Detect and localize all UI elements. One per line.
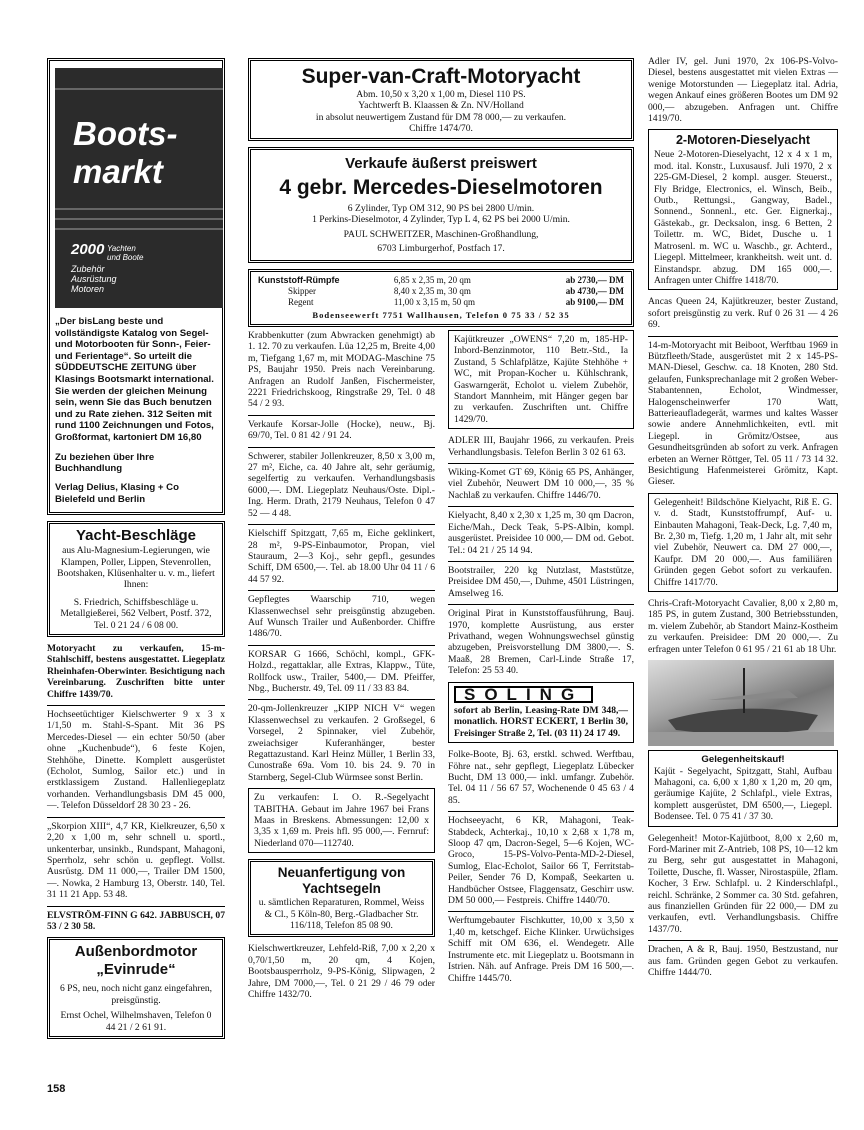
ad-korsar-jolle: Verkaufe Korsar-Jolle (Hocke), neuw., Bj. 69/70, Tel. 0 81 42 / 91 24. xyxy=(248,418,435,442)
gelegenheitskauf-ad xyxy=(648,750,838,826)
zm-title: 2-Motoren-Dieselyacht xyxy=(675,133,811,148)
promo-text: „Der bisLang beste und vollständigste Katalog von Segel- und Motorbooten für Sonn-, Feier- und Ferientage“. So urteilt die SÜDDEUTSCHE ZEITUNG über Klasings Bootsmarkt international. Sie werden der gleichen Meinung sein, wenn Sie das Buch benutzen und zu Rate ziehen. 312 Seiten mit rund 1100 Zeichnungen und Fotos, Großformat, kartoniert DM 16,80 xyxy=(55,316,214,443)
mb-line-2: 1 Perkins-Dieselmotor, 4 Zylinder, Typ L 4, 62 PS bei 2000 U/min. xyxy=(312,214,570,226)
ad-14m-motoryacht: 14-m-Motoryacht mit Beiboot, Werftbau 1969 in Bützfleeth/Stade, ausgerüstet mit 2 x 145-PS-MAN-Diesel, Geschw. ca. 18 Knoten, 280 Std. gelaufen, Funksprechanlage mit 2 großen Weber-Stabantennen, Echolot, Windmesser, Halogenscheinwerfer 170 Watt, Batterieaufladegerät, warmes und kaltes Wasser sowie andere Annehmlichkeiten, evtl. mit Liegepl. in Grömitz/Ostsee, aus Gesundheitsgründen ab sofort zu verk. Anfragen erbeten an Werner Röttger, Tel. 05 11 / 73 14 32. Besichtigung Hafenmeisterei Grömitz, Kapt. Gieser. xyxy=(648,339,838,488)
yacht-beschlaege-ad xyxy=(47,521,225,637)
ad-motor-kajuetboot: Gelegenheit! Motor-Kajütboot, 8,00 x 2,60 m, Ford-Mariner mit Z-Antrieb, 108 PS, 10—12 km zu Berg, sehr gut ausgestattet in Mahagoni, Toilette, Dusche, fl. Wasser, Nirostaspüle, 2flam. Kocher, 3 Erw. Schlafpl. u. 2 Kinderschlafpl., reichl. Schränke, 2 Sommer ca. 30 Std. gefahren, aus finanziellen Gründen für 22 000,— DM zu verkaufen, evtl. Verhandlungsbasis. Chiffre 1437/70. xyxy=(648,832,838,935)
ad-bootstrailer: Bootstrailer, 220 kg Nutzlast, Maststütze, Preisidee DM 450,—, Duhme, 4501 Lüstringen, Amselweg 16. xyxy=(448,564,634,599)
soling-title: SOLING xyxy=(454,686,593,703)
ad-kielyacht: Kielyacht, 8,40 x 2,30 x 1,25 m, 30 qm Dacron, Eiche/Mah., Deck Teak, 5-PS-Albin, kompl. ausgerüstet. Preisidee 10 000,— DM od. Gebot. Tel.: 04 21 / 25 14 94. xyxy=(448,510,634,556)
ad-korsar-g: KORSAR G 1666, Schöchl, kompl., GFK-Holzd., regattaklar, alle Extras, Klappw., Tüte, Rollfock usw., Trailer, 5400,— DM. Pfeiffer, Nbg., Bucherstr. 49, Tel. 09 11 / 33 83 84. xyxy=(248,648,435,694)
ad-adler-iii: ADLER III, Baujahr 1966, zu verkaufen. Preis Verhandlungsbasis. Telefon Berlin 3 02 61 63. xyxy=(448,435,634,458)
svc-line-2: Yachtwerft B. Klaassen & Zn. NV/Holland xyxy=(358,100,524,112)
table-row: Regent 11,00 x 3,15 m, 50 qm ab 9100,— DM xyxy=(288,297,624,308)
ad-elvstroem: ELVSTRÖM-FINN G 642. JABBUSCH, 07 53 / 2 30 58. xyxy=(47,909,225,932)
book-title-1: Boots- xyxy=(73,115,178,152)
mb-line-3: PAUL SCHWEITZER, Maschinen-Großhandlung, xyxy=(343,229,539,241)
ad-kipp-nich: 20-qm-Jollenkreuzer „KIPP NICH V“ wegen Klassenwechsel zu verkaufen. 2 Großsegel, 6 Vorsegel, 2 Spinnaker, viel Zubehör, zweiachsiger Kuferanhänger, bester Regattazustand. Karl Heinz Müller, 1 Berlin 33, Cunostraße 69a. Vom 10. bis 24. 9. 70 in Starnberg, Segel-Club Würmsee sonst Berlin. xyxy=(248,703,435,783)
svc-title: Super-van-Craft-Motoryacht xyxy=(301,65,581,88)
evinrude-title-1: Außenbordmotor xyxy=(74,943,198,961)
book-sub-b: Zubehör Ausrüstung Motoren xyxy=(71,264,117,294)
ad-pirat: Original Pirat in Kunststoffausführung, Bauj. 1970, komplette Ausrüstung, aus erster Privathand, wegen Wohnungswechsel günstig abzugeben, Preisvorstellung DM 3800,—. S. Maaß, 28 Bremen, Carl-Linde Straße 17, Telefon: 25 53 40. xyxy=(448,608,634,677)
zwei-motoren-ad xyxy=(648,129,838,290)
ad-hochseeyacht: Hochseeyacht, 6 KR, Mahagoni, Teak-Stabdeck, Achterkaj., 10,10 x 2,68 x 1,78 m, Sloop 47 qm, Dacron-Segel, 5—6 Kojen, WC-Groco, 15-PS-Volvo-Penta-MD-2-Diesel, Sumlog, Elac-Echolot, Sailor 66 T, Ferritstab-Peiler, Sender 76 D, Kompaß, Seekarten u. Handbücher Ostsee, Flaggensatz, Geschirr usw. DM 50 000,— Festpreis. Chiffre 1440/70. xyxy=(448,815,634,907)
yachtsegel-ad xyxy=(248,859,435,937)
table-row: Kunststoff-Rümpfe 6,85 x 2,35 m, 20 qm ab 2730,— DM xyxy=(258,275,624,286)
owens-ad xyxy=(448,330,634,429)
book-cover xyxy=(55,68,223,308)
evinrude-addr: Ernst Ochel, Wilhelmshaven, Telefon 0 44 21 / 2 61 91. xyxy=(60,1010,212,1033)
svc-line-1: Abm. 10,50 x 3,20 x 1,00 m, Diesel 110 PS. xyxy=(356,89,526,100)
ad-folke-boote: Folke-Boote, Bj. 63, erstkl. schwed. Werftbau, Föhre nat., sehr gepflegt, Liegeplatz Lübecker Bucht, DM 13 000,— inkl. umfangr. Zubehör. Tel. 04 11 / 56 67 57, Wochenende 0 45 63 / 4 85. xyxy=(448,749,634,806)
column-3 xyxy=(648,56,838,983)
mb-head: Verkaufe äußerst preiswert xyxy=(345,154,537,172)
column-2a xyxy=(248,330,435,1006)
bootsmarkt-ad xyxy=(47,58,225,515)
ad-wiking-komet: Wiking-Komet GT 69, König 65 PS, Anhänger, viel Zubehör, Neuwert DM 10 000,—, 35 % Nachlaß zu verkaufen. Chiffre 1446/70. xyxy=(448,467,634,501)
mb-line-4: 6703 Limburgerhof, Postfach 17. xyxy=(377,242,505,254)
svc-line-3: in absolut neuwertigem Zustand für DM 78 000,— zu verkaufen. xyxy=(315,111,567,123)
ad-fischkutter: Werftumgebauter Fischkutter, 10,00 x 3,50 x 1,40 m, ketschgef. Eiche Klinker. Urwüchsiges Schiff mit OM 636, el. Wendegetr. Alle Instrumente etc. mit Liegeplatz u. Bootsmann in Istrien. Näh. auf Anfrage. Preis DM 16 500,—. Chiffre 1445/70. xyxy=(448,915,634,984)
ad-kielschwertkreuzer: Kielschwertkreuzer, Lehfeld-Riß, 7,00 x 2,20 x 0,70/1,50 m, 20 qm, 4 Kojen, Bootsbausperrholz, 9-PS-König, Slipwagen, 2 Jahre, DM 7000,—, Tel. 0 21 29 / 46 79 oder Chiffre 1432/70. xyxy=(248,943,435,1001)
mb-line-1: 6 Zylinder, Typ OM 312, 90 PS bei 2800 U/min. xyxy=(347,202,535,214)
evinrude-text: 6 PS, neu, noch nicht ganz eingefahren, preisgünstig. xyxy=(59,983,213,1006)
yb-title: Yacht-Beschläge xyxy=(75,527,197,545)
evinrude-ad xyxy=(47,937,225,1039)
hull-table xyxy=(256,275,626,308)
ad-waarschip: Gepflegtes Waarschip 710, wegen Klassenwechsel sehr preisgünstig abzugeben. Auf Wunsch Trailer und Außenborder. Chiffre 1486/70. xyxy=(248,594,435,640)
ad-jollenkreuzer: Schwerer, stabiler Jollenkreuzer, 8,50 x 3,00 m, 27 m², Eiche, ca. 40 Jahre alt, sehr geräumig, segelfertig zu verkaufen. Verhandlungsbasis 6000,—. DM. Liegeplatz Neuhaus/Oste. Dipl.-Ing. Herm. Drath, 2179 Neuhaus, Telefon 0 47 52 — 4 48. xyxy=(248,450,435,519)
book-number: 2000 xyxy=(71,241,105,258)
neu-title: Neuanfertigung von Yachtsegeln xyxy=(277,865,406,897)
owens-text: Kajütkreuzer „OWENS“ 7,20 m, 185-HP-Inbord-Benzinmotor, 110 Betr.-Std., Ia Zustand, 5 Schlafplätze, Kajüte Stehhöhe + WC, mit Propan-Kocher u. Kühlschrank, Gaswarngerät, Echolot u. vielem Zubehör, Standort Mannheim, mit Hänger gegen bar zu verkaufen. Zuschriften unt. Chiffre 1429/70. xyxy=(454,334,628,425)
ad-adler-iv: Adler IV, gel. Juni 1970, 2x 106-PS-Volvo-Diesel, bestens ausgestattet mit vielen Extras — wenige Motorstunden — Liegeplatz ital. Adria, wegen Ankauf eines größeren Bootes um DM 92 000,— abzugeben. Anfragen unt. Chiffre 1419/70. xyxy=(648,56,838,125)
yb-addr: S. Friedrich, Schiffsbeschläge u. Metallgießerei, 562 Velbert, Postf. 372, Tel. 0 21 24 / 6 08 00. xyxy=(60,596,212,631)
zm-text: Neue 2-Motoren-Dieselyacht, 12 x 4 x 1 m, mod. ital. Konstr., Luxusausf. Juli 1970, 2 x 225-GM-Diesel, 2 kompl. ausger. Steuerst., Fly Bridge, Electronics, el. Winsch, Beib., Outb., Rettungsi., Gangway, Badel., Sonnend., Sonnenl., etc. Ger. Eignerkaj., Gästekab., gr. Decksalon, insg. 6 Betten, 2 Toilettr. m. WC, Bidet, Dusche u. 1 Matrosenl. m. WC u. Waschb., gr. Achterd., Liegepl. Mittelmeer, krankheitsh. weit unt. d. Einstandspr. abzug. DM 165 000,—. Anfragen unter Chiffre 1418/70. xyxy=(654,149,832,286)
table-row: Skipper 8,40 x 2,35 m, 30 qm ab 4730,— DM xyxy=(288,286,624,297)
ad-skorpion: „Skorpion XIII“, 4,7 KR, Kielkreuzer, 6,50 x 2,20 x 1,00 m, sehr schnell u. sportl., unkenterbar, unsinkb., Rundspant, Mahagoni, Sperrholz, sehr schön u. gepflegt. Vollst. Ausrüstg. DM 11 000,—, Trailer DM 1500,—. Nowka, 2 Hamburg 13, Oberstr. 140, Tel. 31 11 21 App. 53 48. xyxy=(47,820,225,901)
page-number: 158 xyxy=(47,1083,66,1095)
column-2 xyxy=(248,58,634,333)
ad-ancas-queen: Ancas Queen 24, Kajütkreuzer, bester Zustand, sofort preisgünstig zu verk. Ruf 0 26 31 — 4 26 69. xyxy=(648,296,838,331)
evinrude-title-2: „Evinrude“ xyxy=(96,961,176,979)
gk-title: Gelegenheitskauf! xyxy=(701,754,785,766)
ad-kielschiff: Kielschiff Spitzgatt, 7,65 m, Eiche geklinkert, 28 m², 9-PS-Einbaumotor, Propan, viel Stauraum, 2—3 Koj., sehr gepfl., gesundes Schiff, DM 6500,—. Tel. ab 18.00 Uhr 04 11 / 6 44 57 92. xyxy=(248,528,435,585)
gelegenheit-ad xyxy=(648,493,838,592)
column-2b xyxy=(448,330,634,989)
hull-ad xyxy=(248,269,634,327)
soling-ad xyxy=(448,682,634,744)
ad-krabbenkutter: Krabbenkutter (zum Abwracken genehmigt) ab 1. 12. 70 zu verkaufen. Lüa 12,25 m, Breite 4,00 m, Tiefgang 1,67 m, mit MODAG-Maschine 75 PS, Baujahr 1950. Preis nach Vereinbarung. Anfragen an Rudolf Janßen, Fischermeister, 2221 Friedrichskoog, Ringstraße 29, Tel. 0 48 54 / 2 93. xyxy=(248,330,435,410)
mercedes-ad xyxy=(248,147,634,264)
ad-kielschwerter: Hochseetüchtiger Kielschwerter 9 x 3 x 1/1,50 m. Stahl-S-Spant. Mit 36 PS Mercedes-Diesel — ein echter 50/50 (aber ohne „Kuchenbude“), 6 feste Kojen, Stehhöhe, Dinette. Komplett ausgerüstet (Echolot, Sumlog, Sailor etc.) und in erstklassigem Zustand. Hallenliegeplatz vorhanden. Verhandlungsbasis DM 45 000,—. Telefon Düsseldorf 28 30 23 - 26. xyxy=(47,709,225,812)
gel-text: Gelegenheit! Bildschöne Kielyacht, Riß E. G. v. d. Stadt, Kunststoffrumpf, Auf- u. Einbauten Mahagoni, Teak-Deck, Lg. 7,40 m, Br. 2,30 m, Tiefg. 1,20 m, 1 Jahr alt, mit sehr viel Zubehör, Neuwert ca. DM 27 000,—, Kaufpr. DM 20 000,—. Aus familiären Gründen gegen Gebot sofort zu verkaufen. Chiffre 1417/70. xyxy=(654,496,832,588)
ad-drachen: Drachen, A & R, Bauj. 1950, Bestzustand, nur aus fam. Gründen gegen Gebot zu verkaufen. Chiffre 1444/70. xyxy=(648,944,838,978)
book-sub-a: Yachten und Boote xyxy=(107,244,144,262)
ad-chris-craft: Chris-Craft-Motoryacht Cavalier, 8,00 x 2,80 m, 185 PS, in gutem Zustand, 300 Betriebsstunden, m. vielem Zubehör, ab Standort Mainz-Kostheim zu verkaufen. Preisidee: DM 20 000,—. Zu erfragen unter Telefon 0 61 95 / 21 61 ab 18 Uhr. xyxy=(648,598,838,655)
gk-text: Kajüt - Segelyacht, Spitzgatt, Stahl, Aufbau Mahagoni, ca. 6,00 x 1,80 x 1,20 m, 20 qm, geräumige Kajüte, 2 Schlafpl., viele Extras, komplett ausgerüstet, DM 6500,—, Liegepl. Bodensee. Tel. 0 75 41 / 37 30. xyxy=(654,765,832,823)
tabitha-text: Zu verkaufen: I. O. R.-Segelyacht TABITHA. Gebaut im Jahre 1967 bei Frans Maas in Breskens. Abmessungen: 12,00 x 3,35 x 1,69 m. Preis hfl. 95 000,—. Fernruf: Niederland 070—112740. xyxy=(254,792,429,849)
sailboat-photo xyxy=(648,660,834,746)
promo-publisher: Verlag Delius, Klasing + Co Bielefeld und Berlin xyxy=(55,482,179,505)
promo-order: Zu beziehen über Ihre Buchhandlung xyxy=(55,451,155,474)
column-1 xyxy=(47,58,225,1045)
yb-text: aus Alu-Magnesium-Legierungen, wie Klampen, Poller, Lippen, Stevenrollen, Bootshaken, Klüsenhalter u. v. m., liefert Ihnen: xyxy=(57,545,215,591)
supervancraft-ad xyxy=(248,58,634,141)
soling-text: sofort ab Berlin, Leasing-Rate DM 348,— monatlich. HORST ECKERT, 1 Berlin 30, Freisinger Straße 2, Tel. (03 11) 24 17 49. xyxy=(454,704,628,739)
tabitha-ad xyxy=(248,788,435,853)
neu-text: u. sämtlichen Reparaturen, Rommel, Weiss & Cl., 5 Köln-80, Berg.-Gladbacher Str. 116/118, Telefon 85 08 90. xyxy=(258,897,425,932)
book-title-2: markt xyxy=(73,153,163,190)
ad-motoryacht: Motoryacht zu verkaufen, 15-m-Stahlschiff, bestens ausgestattet. Liegeplatz Rheinhafen-Oberwinter. Besichtigung nach Vereinbarung. Zuschriften bitte unter Chiffre 1439/70. xyxy=(47,643,225,700)
svc-line-4: Chiffre 1474/70. xyxy=(409,123,473,135)
hull-footer: Bodenseewerft 7751 Wallhausen, Telefon 0 75 33 / 52 35 xyxy=(312,310,570,321)
mb-title: 4 gebr. Mercedes-Dieselmotoren xyxy=(279,175,603,199)
boat-photo-icon xyxy=(648,660,834,746)
